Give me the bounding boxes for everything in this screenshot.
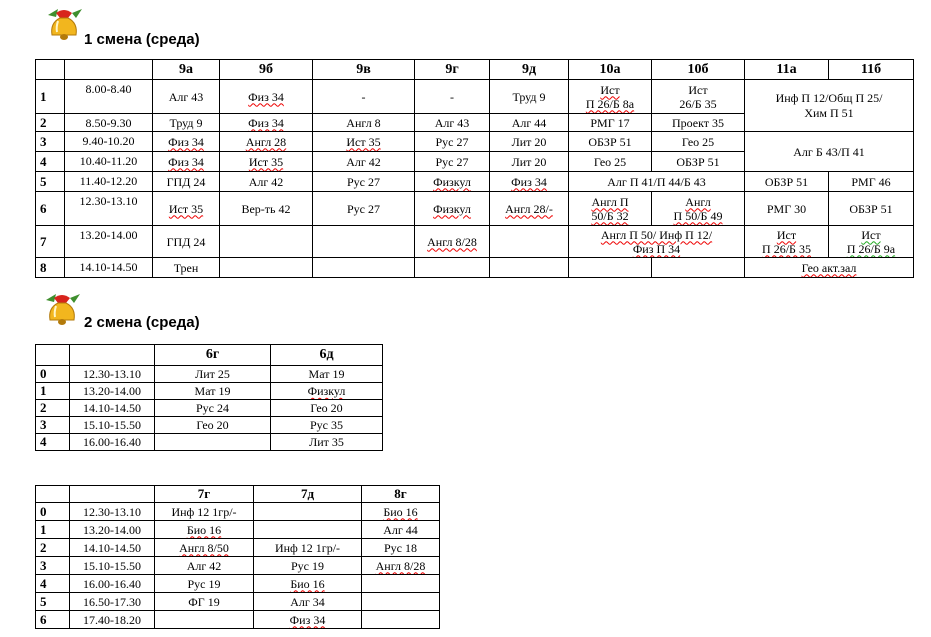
lesson-number: 7 <box>36 226 65 258</box>
lesson-cell: Гео 20 <box>155 417 271 434</box>
lesson-time: 13.20-14.00 <box>70 383 155 400</box>
lesson-text: Англ П 50/ Инф П 12/ Физ П 34 <box>600 227 713 256</box>
lesson-time: 12.30-13.10 <box>65 192 153 226</box>
lesson-cell: Алг 42 <box>155 557 254 575</box>
shift2-schedule-table-6 <box>35 344 383 451</box>
bell-icon <box>40 290 84 330</box>
lesson-cell: Проект 35 <box>652 114 745 132</box>
lesson-time: 12.30-13.10 <box>70 366 155 383</box>
lesson-text: Ист 35 <box>168 201 204 216</box>
lesson-text: Физ 34 <box>511 174 547 189</box>
table-row <box>36 400 383 417</box>
lesson-cell: Гео 25 <box>652 132 745 152</box>
lesson-cell: Алг 43 <box>153 80 220 114</box>
lesson-cell: Рус 27 <box>313 192 415 226</box>
table-row <box>36 366 383 383</box>
table-row <box>36 132 914 152</box>
lesson-cell <box>254 575 362 593</box>
lesson-cell <box>362 503 440 521</box>
lesson-time: 14.10-14.50 <box>70 400 155 417</box>
header-cell: 6г <box>155 345 271 366</box>
lesson-cell: ОБЗР 51 <box>569 132 652 152</box>
lesson-cell <box>254 503 362 521</box>
lesson-cell: РМГ 17 <box>569 114 652 132</box>
lesson-cell <box>415 172 490 192</box>
lesson-cell: Инф 12 1гр/- <box>254 539 362 557</box>
lesson-text: Био 16 <box>383 504 418 519</box>
lesson-cell: Алг 34 <box>254 593 362 611</box>
lesson-cell <box>415 192 490 226</box>
lesson-cell <box>220 152 313 172</box>
lesson-cell <box>254 611 362 629</box>
lesson-text: Ист 35 <box>346 134 381 149</box>
lesson-cell: ОБЗР 51 <box>829 192 914 226</box>
header-cell: 9в <box>313 60 415 80</box>
header-cell: 7д <box>254 486 362 503</box>
lesson-text: Англ П 50/Б 49 <box>673 194 723 223</box>
lesson-text: Физкул <box>307 384 346 398</box>
lesson-cell <box>362 557 440 575</box>
lesson-text: Физкул <box>433 201 471 216</box>
lesson-number: 6 <box>36 192 65 226</box>
table-row <box>36 593 440 611</box>
lesson-cell <box>652 192 745 226</box>
lesson-text: Инф П 12/Общ П 25/ Хим П 51 <box>775 90 883 120</box>
lesson-cell <box>652 80 745 114</box>
lesson-cell <box>569 192 652 226</box>
lesson-text: Физ 34 <box>248 89 284 104</box>
lesson-number: 6 <box>36 611 70 629</box>
lesson-cell: ОБЗР 51 <box>745 172 829 192</box>
table-row <box>36 575 440 593</box>
lesson-number: 3 <box>36 417 70 434</box>
lesson-text: Англ 8/50 <box>179 540 229 555</box>
lesson-text: Ист 35 <box>248 154 284 169</box>
lesson-cell: Алг 42 <box>313 152 415 172</box>
header-cell: 11а <box>745 60 829 80</box>
lesson-number: 1 <box>36 521 70 539</box>
lesson-number: 4 <box>36 434 70 451</box>
table-row <box>36 434 383 451</box>
lesson-number: 1 <box>36 383 70 400</box>
lesson-cell: - <box>415 80 490 114</box>
merged-lesson-cell <box>745 258 914 278</box>
lesson-cell: ГПД 24 <box>153 226 220 258</box>
lesson-number: 2 <box>36 539 70 557</box>
lesson-cell <box>569 258 652 278</box>
lesson-cell: Алг 42 <box>220 172 313 192</box>
lesson-cell <box>153 152 220 172</box>
lesson-cell <box>313 226 415 258</box>
table-row <box>36 503 440 521</box>
lesson-cell <box>652 258 745 278</box>
lesson-number: 4 <box>36 152 65 172</box>
lesson-text: Англ П 50/Б 32 <box>591 194 629 223</box>
lesson-cell <box>490 172 569 192</box>
lesson-text: Физ 34 <box>289 612 326 627</box>
lesson-number: 0 <box>36 366 70 383</box>
lesson-cell <box>271 383 383 400</box>
table-row <box>36 557 440 575</box>
lesson-time: 10.40-11.20 <box>65 152 153 172</box>
lesson-cell: Гео 20 <box>271 400 383 417</box>
lesson-cell <box>155 521 254 539</box>
table-row <box>36 383 383 400</box>
table-row <box>36 172 914 192</box>
table-header-row <box>36 486 440 503</box>
lesson-text: Физкул <box>433 174 471 189</box>
lesson-cell <box>490 258 569 278</box>
lesson-cell: Лит 20 <box>490 152 569 172</box>
lesson-cell <box>153 132 220 152</box>
bell-icon <box>42 5 86 45</box>
lesson-cell: Инф 12 1гр/- <box>155 503 254 521</box>
merged-lesson-cell <box>569 226 745 258</box>
lesson-cell: Мат 19 <box>155 383 271 400</box>
lesson-number: 2 <box>36 400 70 417</box>
lesson-time: 8.50-9.30 <box>65 114 153 132</box>
table-row <box>36 192 914 226</box>
header-cell: 9д <box>490 60 569 80</box>
lesson-cell <box>362 575 440 593</box>
table-row <box>36 417 383 434</box>
header-cell <box>65 60 153 80</box>
lesson-number: 8 <box>36 258 65 278</box>
lesson-cell <box>490 192 569 226</box>
lesson-number: 3 <box>36 132 65 152</box>
table-header-row <box>36 345 383 366</box>
lesson-number: 5 <box>36 172 65 192</box>
lesson-text: Ист П 26/Б 9а <box>846 227 896 256</box>
lesson-cell <box>155 611 254 629</box>
lesson-cell: Гео 25 <box>569 152 652 172</box>
lesson-text: Ист П 26/Б 35 <box>762 227 811 256</box>
lesson-text: Ист 26/Б 35 <box>679 82 717 111</box>
lesson-cell <box>490 226 569 258</box>
header-cell <box>70 345 155 366</box>
table-row <box>36 226 914 258</box>
header-cell: 9а <box>153 60 220 80</box>
shift2-schedule-table-7-8 <box>35 485 440 629</box>
lesson-cell <box>313 258 415 278</box>
lesson-cell: - <box>313 80 415 114</box>
lesson-cell: РМГ 30 <box>745 192 829 226</box>
lesson-cell: РМГ 46 <box>829 172 914 192</box>
lesson-text: Англ 8/28 <box>375 558 426 573</box>
lesson-cell <box>745 226 829 258</box>
lesson-cell: Рус 35 <box>271 417 383 434</box>
lesson-text: Физ 34 <box>248 115 284 130</box>
lesson-time: 15.10-15.50 <box>70 417 155 434</box>
header-cell: 6д <box>271 345 383 366</box>
lesson-cell: Труд 9 <box>153 114 220 132</box>
lesson-cell <box>415 226 490 258</box>
lesson-text: Гео акт.зал <box>801 260 857 275</box>
lesson-cell: Лит 35 <box>271 434 383 451</box>
lesson-text: Физ 34 <box>168 154 204 169</box>
merged-lesson-cell <box>745 80 914 132</box>
lesson-time: 16.00-16.40 <box>70 434 155 451</box>
lesson-cell: Рус 27 <box>415 152 490 172</box>
lesson-cell: ФГ 19 <box>155 593 254 611</box>
lesson-cell: Вер-ть 42 <box>220 192 313 226</box>
merged-lesson-cell: Алг Б 43/П 41 <box>745 132 914 172</box>
lesson-time: 17.40-18.20 <box>70 611 155 629</box>
table-row <box>36 521 440 539</box>
lesson-cell: Рус 27 <box>313 172 415 192</box>
lesson-cell: Трен <box>153 258 220 278</box>
lesson-time: 11.40-12.20 <box>65 172 153 192</box>
lesson-number: 5 <box>36 593 70 611</box>
lesson-time: 16.50-17.30 <box>70 593 155 611</box>
lesson-cell: Лит 25 <box>155 366 271 383</box>
header-cell: 8г <box>362 486 440 503</box>
table-row <box>36 258 914 278</box>
lesson-text: Англ 8/28 <box>427 234 477 249</box>
lesson-time: 13.20-14.00 <box>70 521 155 539</box>
lesson-cell: Рус 24 <box>155 400 271 417</box>
lesson-time: 14.10-14.50 <box>70 539 155 557</box>
lesson-cell: Мат 19 <box>271 366 383 383</box>
lesson-time: 13.20-14.00 <box>65 226 153 258</box>
header-cell: 10а <box>569 60 652 80</box>
lesson-number: 4 <box>36 575 70 593</box>
lesson-cell <box>153 192 220 226</box>
lesson-cell: Рус 27 <box>415 132 490 152</box>
lesson-cell: Алг 44 <box>362 521 440 539</box>
lesson-text: Био 16 <box>290 576 325 591</box>
lesson-cell: Алг 43 <box>415 114 490 132</box>
lesson-number: 2 <box>36 114 65 132</box>
header-cell: 11б <box>829 60 914 80</box>
lesson-time: 8.00-8.40 <box>65 80 153 114</box>
lesson-cell: ГПД 24 <box>153 172 220 192</box>
lesson-cell <box>313 132 415 152</box>
lesson-text: Англ 28/- <box>505 201 553 216</box>
header-cell: 9б <box>220 60 313 80</box>
header-cell <box>70 486 155 503</box>
lesson-cell <box>362 593 440 611</box>
merged-lesson-cell: Алг П 41/П 44/Б 43 <box>569 172 745 192</box>
lesson-cell <box>569 80 652 114</box>
lesson-cell <box>155 539 254 557</box>
lesson-cell: Труд 9 <box>490 80 569 114</box>
lesson-text: Физ 34 <box>168 134 204 149</box>
table-row <box>36 611 440 629</box>
lesson-cell <box>220 132 313 152</box>
lesson-cell <box>155 434 271 451</box>
lesson-cell: Рус 19 <box>254 557 362 575</box>
lesson-cell <box>829 226 914 258</box>
lesson-text: Ист П 26/Б 8а <box>585 82 635 111</box>
lesson-time: 9.40-10.20 <box>65 132 153 152</box>
lesson-cell <box>220 258 313 278</box>
lesson-number: 1 <box>36 80 65 114</box>
lesson-cell: ОБЗР 51 <box>652 152 745 172</box>
lesson-text: Био 16 <box>186 522 222 537</box>
shift2-title: 2 смена (среда) <box>84 314 200 331</box>
lesson-cell <box>362 611 440 629</box>
lesson-text: Англ 28 <box>245 134 287 149</box>
shift1-title: 1 смена (среда) <box>84 31 200 48</box>
header-cell: 7г <box>155 486 254 503</box>
lesson-cell <box>254 521 362 539</box>
header-cell <box>36 60 65 80</box>
lesson-number: 3 <box>36 557 70 575</box>
lesson-cell <box>220 80 313 114</box>
header-cell <box>36 345 70 366</box>
table-row <box>36 539 440 557</box>
lesson-time: 16.00-16.40 <box>70 575 155 593</box>
lesson-time: 15.10-15.50 <box>70 557 155 575</box>
lesson-time: 14.10-14.50 <box>65 258 153 278</box>
lesson-cell <box>220 114 313 132</box>
lesson-time: 12.30-13.10 <box>70 503 155 521</box>
lesson-cell: Алг 44 <box>490 114 569 132</box>
header-cell: 10б <box>652 60 745 80</box>
lesson-cell <box>415 258 490 278</box>
lesson-cell: Рус 18 <box>362 539 440 557</box>
shift1-schedule-table <box>35 59 914 278</box>
lesson-cell: Англ 8 <box>313 114 415 132</box>
lesson-number: 0 <box>36 503 70 521</box>
lesson-cell: Рус 19 <box>155 575 254 593</box>
header-cell: 9г <box>415 60 490 80</box>
header-cell <box>36 486 70 503</box>
lesson-cell <box>220 226 313 258</box>
table-row <box>36 80 914 114</box>
table-header-row <box>36 60 914 80</box>
lesson-cell: Лит 20 <box>490 132 569 152</box>
